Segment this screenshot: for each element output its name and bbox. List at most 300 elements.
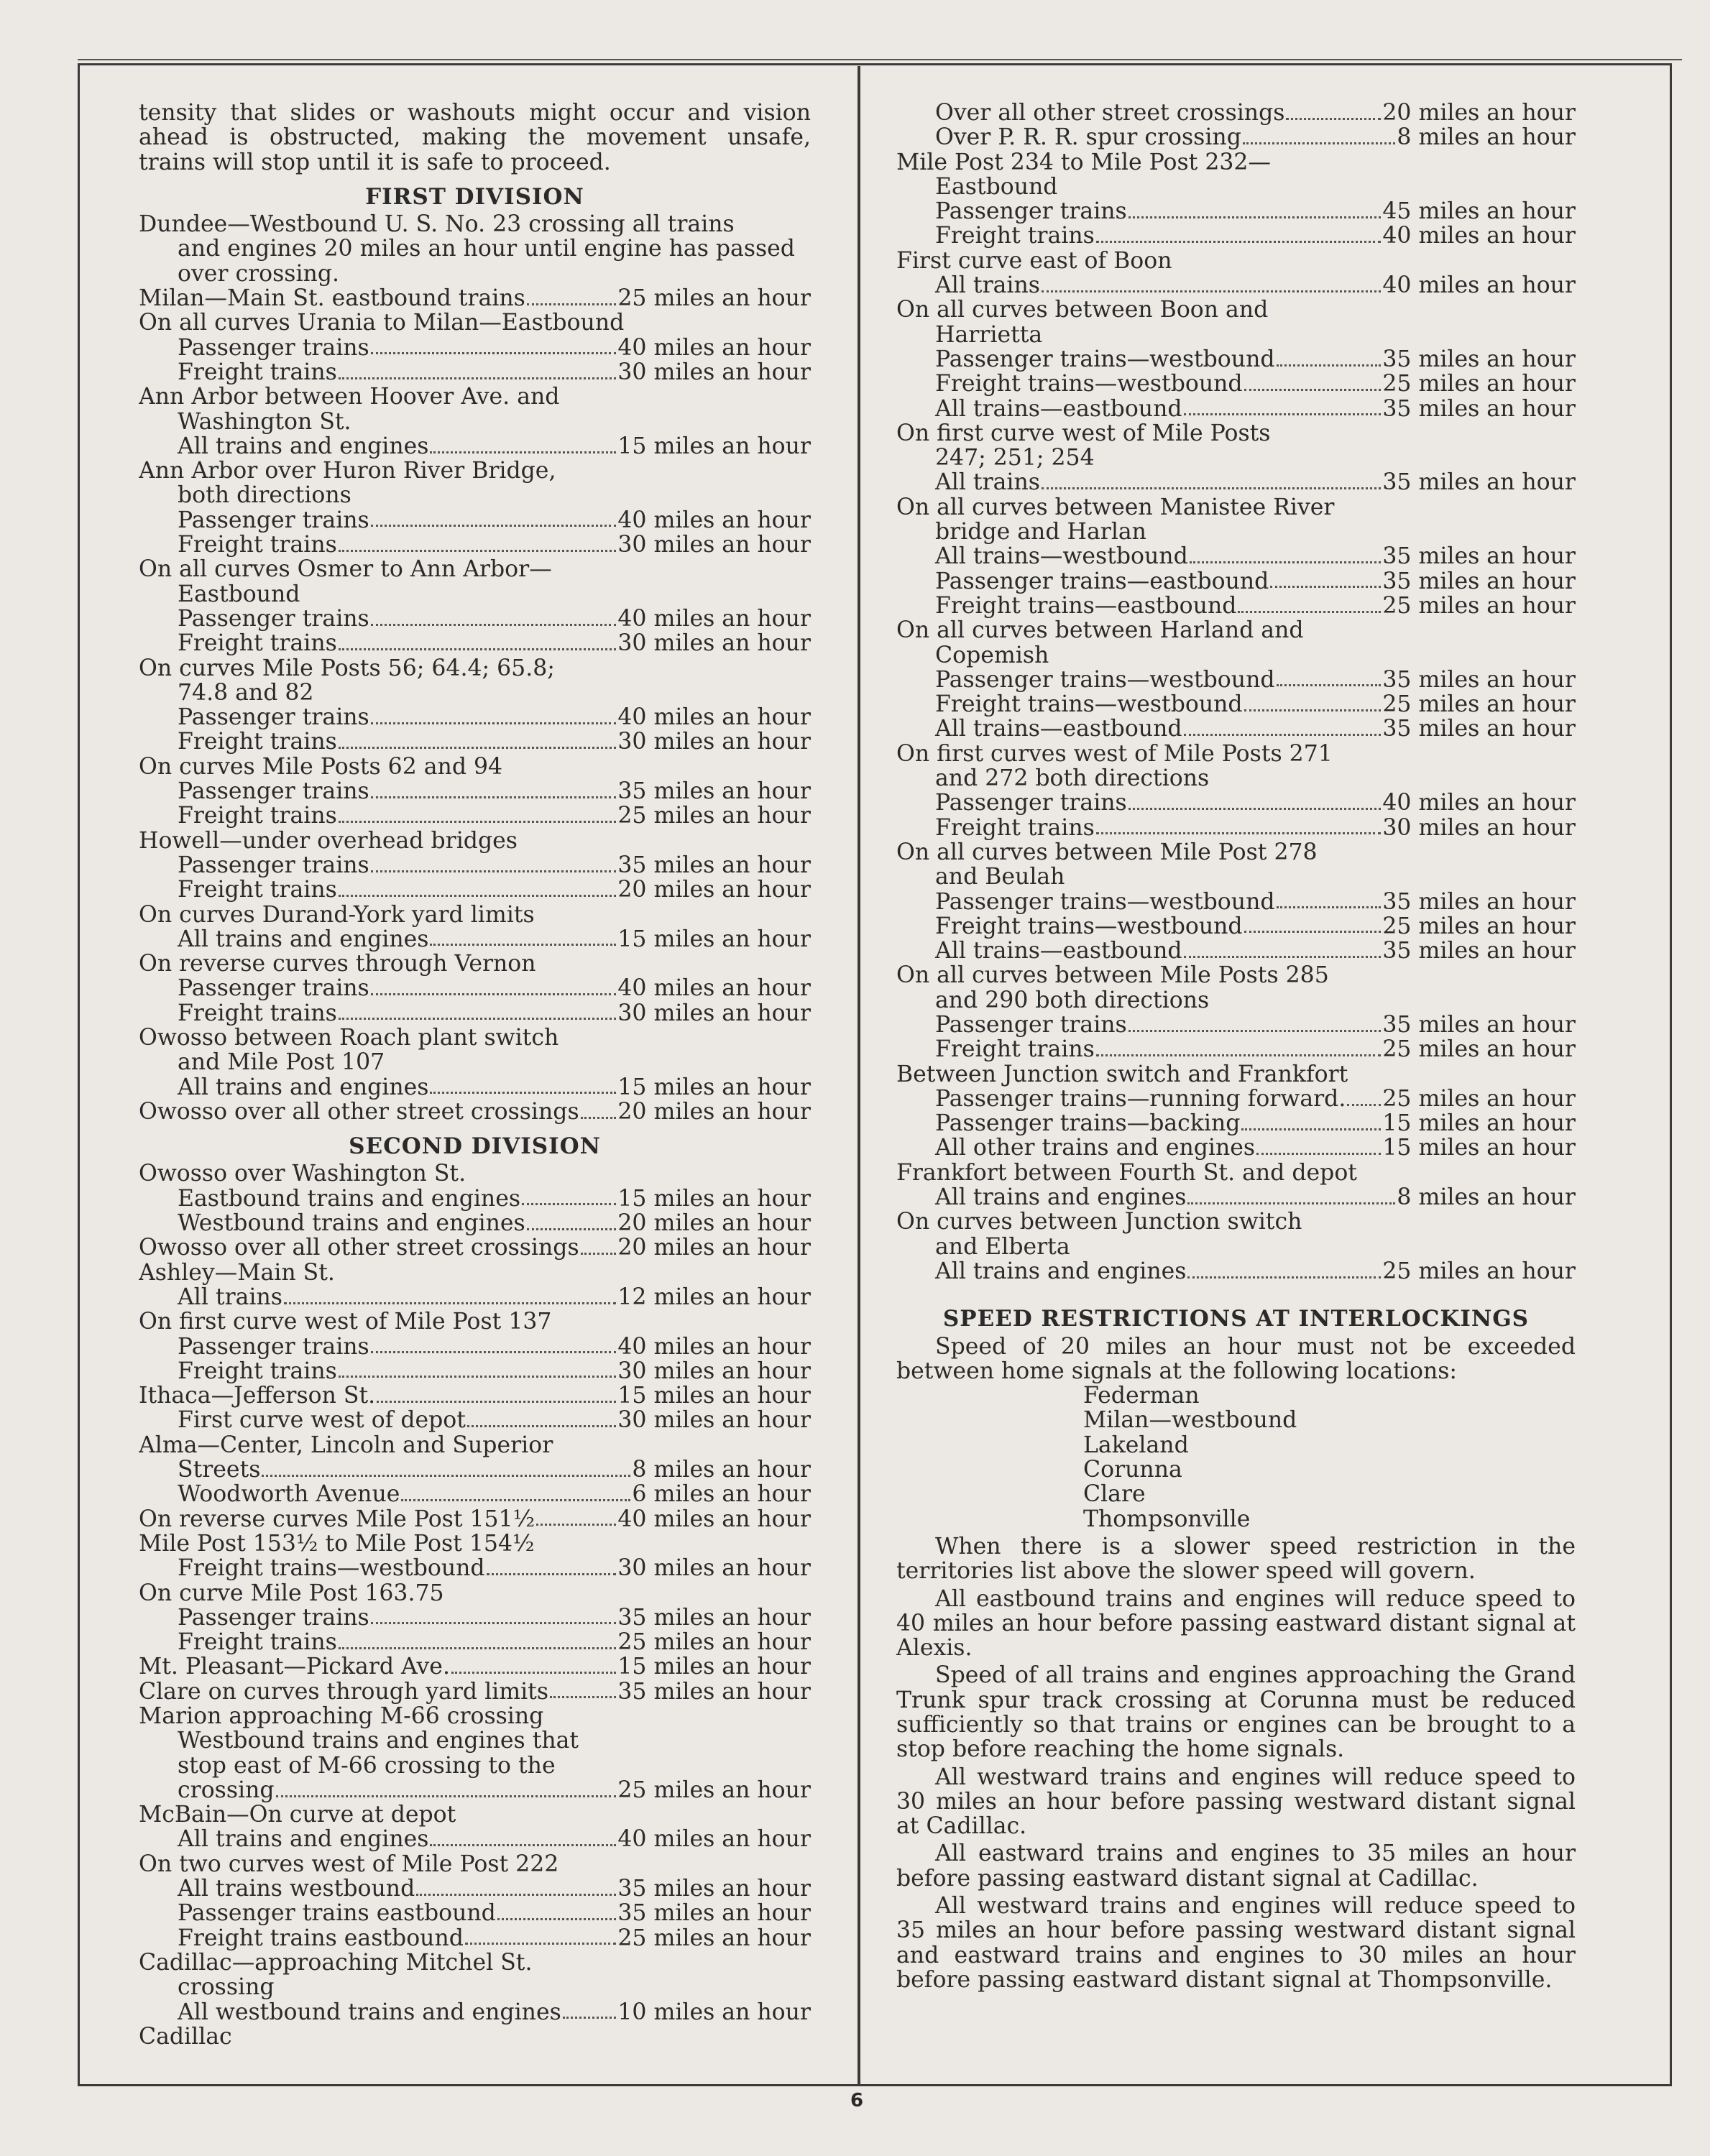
restriction-label: Passenger trains bbox=[178, 1605, 369, 1631]
restriction-label: All trains—eastbound bbox=[935, 396, 1182, 421]
location-line: Eastbound bbox=[178, 581, 300, 607]
location-line: Ashley—Main St. bbox=[139, 1260, 335, 1285]
restriction-label: Passenger trains bbox=[178, 705, 369, 730]
dot-leader bbox=[1128, 216, 1382, 218]
dot-leader bbox=[339, 895, 617, 897]
speed-restriction-row bbox=[139, 533, 811, 557]
speed-restriction-row bbox=[139, 434, 811, 459]
dot-leader bbox=[1128, 1030, 1382, 1032]
dot-leader bbox=[339, 1647, 617, 1649]
location-line: Eastbound bbox=[935, 174, 1058, 200]
restriction-label: All trains and engines bbox=[178, 1827, 429, 1852]
restriction-label: Mt. Pleasant—Pickard Ave. bbox=[139, 1654, 450, 1680]
speed-value: 35 miles an hour bbox=[617, 1876, 811, 1902]
speed-restriction-row bbox=[139, 1680, 811, 1704]
restriction-label: First curve west of depot bbox=[178, 1408, 466, 1433]
dot-leader bbox=[527, 1228, 617, 1230]
speed-value: 40 miles an hour bbox=[1382, 791, 1576, 816]
speed-value: 35 miles an hour bbox=[617, 1679, 811, 1704]
speed-restriction-row bbox=[896, 1013, 1576, 1037]
location-line: On curves between Junction switch bbox=[896, 1210, 1302, 1235]
restriction-label: All trains and engines bbox=[178, 1074, 429, 1100]
location-line: Copemish bbox=[935, 642, 1049, 668]
speed-restriction-row bbox=[896, 668, 1576, 692]
restriction-label: Passenger trains bbox=[178, 976, 369, 1001]
speed-value: 25 miles an hour bbox=[1382, 372, 1576, 397]
speed-value: 15 miles an hour bbox=[617, 1186, 811, 1212]
dot-leader bbox=[1277, 364, 1382, 367]
speed-value: 15 miles an hour bbox=[617, 926, 811, 952]
page-number: 6 bbox=[850, 2090, 864, 2111]
location-line: On all curves between Manistee River bbox=[896, 494, 1335, 520]
location-line: stop east of M-66 crossing to the bbox=[178, 1753, 556, 1778]
restriction-label: Freight trains bbox=[178, 1358, 337, 1384]
location-item: Milan—westbound bbox=[1083, 1408, 1297, 1433]
dot-leader bbox=[416, 1894, 616, 1896]
dot-leader bbox=[1096, 1054, 1382, 1056]
speed-restriction-row bbox=[139, 1901, 811, 1925]
speed-restriction-row bbox=[896, 1185, 1576, 1210]
speed-restriction-row bbox=[896, 914, 1576, 939]
speed-value: 40 miles an hour bbox=[1382, 224, 1576, 249]
speed-restriction-row bbox=[139, 729, 811, 754]
dot-leader bbox=[1244, 389, 1382, 391]
dot-leader bbox=[371, 722, 617, 724]
restriction-label: Freight trains eastbound bbox=[178, 1925, 464, 1950]
restriction-label: Passenger trains bbox=[935, 1012, 1127, 1038]
speed-value: 20 miles an hour bbox=[1382, 101, 1576, 126]
restriction-label: Over P. R. R. spur crossing bbox=[935, 125, 1241, 150]
speed-restriction-row bbox=[139, 877, 811, 902]
speed-value: 15 miles an hour bbox=[1382, 1135, 1576, 1161]
dot-leader bbox=[527, 303, 617, 305]
restriction-label: Westbound trains and engines bbox=[178, 1211, 525, 1236]
dot-leader bbox=[339, 648, 617, 650]
dot-leader bbox=[377, 1401, 616, 1403]
location-line: bridge and Harlan bbox=[935, 520, 1146, 545]
speed-restriction-row bbox=[139, 976, 811, 1000]
restriction-label: All trains bbox=[935, 273, 1040, 298]
location-line: On all curves between Mile Posts 285 bbox=[896, 963, 1329, 988]
speed-value: 30 miles an hour bbox=[617, 1000, 811, 1026]
speed-value: 20 miles an hour bbox=[617, 1099, 811, 1125]
location-line: Cadillac—approaching Mitchel St. bbox=[139, 1950, 533, 1976]
restriction-label: Freight trains bbox=[935, 224, 1095, 249]
speed-restriction-row bbox=[139, 286, 811, 310]
location-line: Dundee—Westbound U. S. No. 23 crossing all trains bbox=[139, 212, 735, 237]
dot-leader bbox=[1286, 118, 1381, 120]
location-line: Alma—Center, Lincoln and Superior bbox=[139, 1432, 553, 1458]
dot-leader bbox=[371, 1351, 617, 1353]
speed-restriction-row bbox=[896, 544, 1576, 568]
speed-restriction-row bbox=[896, 1259, 1576, 1284]
location-line: Ann Arbor over Huron River Bridge, bbox=[139, 459, 556, 484]
speed-restriction-row bbox=[139, 508, 811, 533]
speed-restriction-row bbox=[139, 1001, 811, 1026]
dot-leader bbox=[1187, 1276, 1381, 1279]
speed-value: 20 miles an hour bbox=[617, 877, 811, 903]
dot-leader bbox=[430, 944, 616, 946]
speed-restriction-row bbox=[139, 1827, 811, 1851]
speed-value: 8 miles an hour bbox=[632, 1457, 811, 1483]
restriction-label: Passenger trains bbox=[178, 335, 369, 360]
speed-value: 35 miles an hour bbox=[1382, 717, 1576, 742]
location-line: and Beulah bbox=[935, 865, 1065, 890]
speed-value: 35 miles an hour bbox=[617, 1605, 811, 1631]
dot-leader bbox=[465, 1943, 616, 1945]
dot-leader bbox=[430, 1092, 616, 1094]
dot-leader bbox=[1277, 684, 1382, 686]
speed-value: 40 miles an hour bbox=[617, 1334, 811, 1359]
restriction-label: Freight trains bbox=[178, 533, 337, 558]
location-line: First curve east of Boon bbox=[896, 248, 1172, 274]
speed-value: 15 miles an hour bbox=[617, 1383, 811, 1409]
speed-value: 25 miles an hour bbox=[617, 286, 811, 311]
restriction-label: Freight trains—westbound bbox=[935, 692, 1243, 717]
location-line: On all curves between Harland and bbox=[896, 618, 1304, 643]
dot-leader bbox=[371, 796, 617, 798]
speed-value: 30 miles an hour bbox=[617, 631, 811, 656]
speed-value: 35 miles an hour bbox=[1382, 1012, 1576, 1038]
location-line: Owosso between Roach plant switch bbox=[139, 1025, 559, 1051]
restriction-label: Freight trains bbox=[178, 359, 337, 385]
restriction-label: All trains—eastbound bbox=[935, 939, 1182, 964]
speed-value: 35 miles an hour bbox=[1382, 346, 1576, 372]
location-line: Mile Post 234 to Mile Post 232— bbox=[896, 149, 1271, 175]
second-division-list bbox=[139, 1161, 811, 2049]
restriction-label: Woodworth Avenue bbox=[178, 1482, 400, 1507]
restriction-label: Passenger trains—westbound bbox=[935, 346, 1275, 372]
speed-value: 40 miles an hour bbox=[617, 335, 811, 360]
location-line: Westbound trains and engines that bbox=[178, 1728, 579, 1754]
speed-restriction-row bbox=[139, 1408, 811, 1432]
interlockings-heading: SPEED RESTRICTIONS AT INTERLOCKINGS bbox=[942, 1306, 1530, 1332]
first-division-list bbox=[139, 212, 811, 1124]
speed-restriction-row bbox=[896, 1087, 1576, 1111]
dot-leader bbox=[339, 821, 617, 823]
dot-leader bbox=[339, 747, 617, 749]
left-column bbox=[139, 101, 811, 2049]
location-line: and Elberta bbox=[935, 1234, 1070, 1259]
speed-restriction-row bbox=[139, 1100, 811, 1124]
right-restrictions-list bbox=[896, 101, 1576, 1284]
location-line: 247; 251; 254 bbox=[935, 446, 1095, 471]
dot-leader bbox=[371, 624, 617, 626]
speed-value: 35 miles an hour bbox=[1382, 939, 1576, 964]
restriction-label: Freight trains—westbound bbox=[178, 1556, 485, 1581]
restriction-label: Milan—Main St. eastbound trains bbox=[139, 286, 525, 311]
dot-leader bbox=[1347, 1104, 1381, 1106]
speed-restriction-row bbox=[896, 594, 1576, 618]
speed-value: 30 miles an hour bbox=[617, 1556, 811, 1581]
location-line: On curve Mile Post 163.75 bbox=[139, 1580, 444, 1606]
speed-value: 25 miles an hour bbox=[617, 803, 811, 829]
speed-restriction-row bbox=[139, 1187, 811, 1211]
speed-value: 15 miles an hour bbox=[617, 433, 811, 459]
dot-leader bbox=[276, 1795, 617, 1797]
speed-value: 30 miles an hour bbox=[617, 1358, 811, 1384]
dot-leader bbox=[1128, 808, 1382, 810]
speed-value: 25 miles an hour bbox=[1382, 692, 1576, 717]
location-line: 74.8 and 82 bbox=[178, 680, 314, 706]
speed-restriction-row bbox=[139, 1507, 811, 1531]
speed-restriction-row bbox=[139, 1778, 811, 1802]
speed-value: 40 miles an hour bbox=[617, 1506, 811, 1531]
restriction-label: Freight trains bbox=[935, 1037, 1095, 1062]
dot-leader bbox=[1256, 1153, 1381, 1155]
restriction-label: All trains westbound bbox=[178, 1876, 415, 1902]
restriction-label: All trains—westbound bbox=[935, 544, 1188, 569]
restriction-label: Over all other street crossings bbox=[935, 101, 1285, 126]
speed-restriction-row bbox=[139, 927, 811, 952]
speed-value: 35 miles an hour bbox=[1382, 470, 1576, 495]
speed-restriction-row bbox=[896, 273, 1576, 298]
dot-leader bbox=[371, 525, 617, 527]
location-item: Corunna bbox=[1083, 1457, 1182, 1483]
speed-restriction-row bbox=[896, 372, 1576, 396]
restriction-label: crossing bbox=[178, 1777, 275, 1803]
restriction-label: Freight trains bbox=[178, 1000, 337, 1026]
location-line: crossing bbox=[178, 1975, 275, 2000]
restriction-label: Passenger trains—running forward. bbox=[935, 1086, 1346, 1112]
restriction-label: All trains bbox=[935, 470, 1040, 495]
location-line: On curves Durand-York yard limits bbox=[139, 902, 535, 927]
restriction-label: All trains and engines bbox=[178, 926, 429, 952]
speed-restriction-row bbox=[139, 1606, 811, 1630]
location-item: Lakeland bbox=[1083, 1432, 1189, 1458]
speed-restriction-row bbox=[139, 1235, 811, 1260]
dot-leader bbox=[1042, 290, 1381, 292]
dot-leader bbox=[339, 1376, 617, 1378]
speed-restriction-row bbox=[139, 1285, 811, 1309]
location-line: On first curves west of Mile Posts 271 bbox=[896, 741, 1333, 767]
speed-restriction-row bbox=[139, 1457, 811, 1482]
dot-leader bbox=[1243, 142, 1396, 144]
speed-restriction-row bbox=[139, 1075, 811, 1100]
speed-value: 12 miles an hour bbox=[617, 1284, 811, 1310]
dot-leader bbox=[467, 1425, 616, 1427]
restriction-label: Passenger trains—eastbound bbox=[935, 568, 1269, 594]
intro-text bbox=[139, 101, 811, 175]
location-line: Ann Arbor between Hoover Ave. and bbox=[139, 384, 560, 410]
speed-value: 35 miles an hour bbox=[1382, 889, 1576, 914]
restriction-label: Passenger trains—westbound bbox=[935, 889, 1275, 914]
top-rule bbox=[78, 59, 1682, 60]
speed-restriction-row bbox=[139, 336, 811, 360]
interlocking-paragraph: All eastbound trains and engines will reduce speed to 40 miles an hour before passing eastward distant signal at Alexis. bbox=[896, 1585, 1576, 1662]
speed-restriction-row bbox=[139, 1556, 811, 1580]
dot-leader bbox=[1184, 413, 1382, 415]
restriction-label: Freight trains bbox=[935, 815, 1095, 840]
location-line: On reverse curves through Vernon bbox=[139, 952, 536, 977]
restriction-label: Freight trains—westbound bbox=[935, 913, 1243, 939]
location-line: On curves Mile Posts 62 and 94 bbox=[139, 754, 503, 780]
speed-value: 45 miles an hour bbox=[1382, 199, 1576, 224]
intro-line: trains will stop until it is safe to proceed. bbox=[139, 149, 611, 175]
speed-restriction-row bbox=[896, 890, 1576, 914]
speed-value: 30 miles an hour bbox=[617, 729, 811, 755]
intro-line: ahead is obstructed, making the movement unsafe, bbox=[139, 125, 811, 150]
speed-restriction-row bbox=[896, 1135, 1576, 1160]
restriction-label: All trains and engines bbox=[178, 433, 429, 459]
location-line: McBain—On curve at depot bbox=[139, 1802, 456, 1828]
location-line: On all curves between Mile Post 278 bbox=[896, 839, 1318, 865]
location-line: Harrietta bbox=[935, 322, 1043, 347]
speed-value: 40 miles an hour bbox=[617, 976, 811, 1001]
speed-value: 25 miles an hour bbox=[617, 1777, 811, 1803]
dot-leader bbox=[1184, 956, 1382, 958]
dot-leader bbox=[451, 1672, 616, 1674]
column-divider bbox=[858, 66, 860, 2084]
location-item: Thompsonville bbox=[1083, 1506, 1251, 1531]
dot-leader bbox=[262, 1475, 630, 1477]
dot-leader bbox=[371, 870, 617, 872]
restriction-label: Freight trains bbox=[178, 803, 337, 829]
dot-leader bbox=[401, 1499, 630, 1501]
dot-leader bbox=[1270, 586, 1381, 588]
restriction-label: All trains and engines bbox=[935, 1258, 1187, 1284]
speed-restriction-row bbox=[896, 1037, 1576, 1061]
location-line: and 290 both directions bbox=[935, 987, 1210, 1013]
restriction-label: Passenger trains bbox=[935, 199, 1127, 224]
location-line: both directions bbox=[178, 483, 351, 508]
speed-restriction-row bbox=[139, 607, 811, 631]
restriction-label: Passenger trains bbox=[935, 791, 1127, 816]
speed-value: 35 miles an hour bbox=[1382, 396, 1576, 421]
speed-restriction-row bbox=[139, 1926, 811, 1950]
restriction-label: All trains—eastbound bbox=[935, 717, 1182, 742]
dot-leader bbox=[563, 2017, 617, 2019]
dot-leader bbox=[339, 550, 617, 552]
speed-value: 25 miles an hour bbox=[1382, 1037, 1576, 1062]
restriction-label: Streets bbox=[178, 1457, 261, 1483]
interlocking-paragraph: All westward trains and engines will reduce speed to 30 miles an hour before passing westward distant signal at Cadillac. bbox=[896, 1764, 1576, 1840]
second-division-heading: SECOND DIVISION bbox=[349, 1133, 601, 1160]
restriction-label: Eastbound trains and engines bbox=[178, 1186, 521, 1212]
restriction-label: Freight trains bbox=[178, 877, 337, 903]
speed-restriction-row bbox=[896, 101, 1576, 125]
speed-value: 35 miles an hour bbox=[1382, 544, 1576, 569]
dot-leader bbox=[522, 1203, 616, 1205]
restriction-label: Ithaca—Jefferson St. bbox=[139, 1383, 376, 1409]
location-line: over crossing. bbox=[178, 261, 340, 287]
dot-leader bbox=[371, 993, 617, 995]
speed-value: 40 miles an hour bbox=[617, 705, 811, 730]
speed-restriction-row bbox=[896, 1111, 1576, 1135]
dot-leader bbox=[1187, 1202, 1395, 1204]
restriction-label: All trains bbox=[178, 1284, 282, 1310]
speed-restriction-row bbox=[896, 347, 1576, 372]
restriction-label: Freight trains bbox=[178, 1630, 337, 1655]
speed-value: 30 miles an hour bbox=[1382, 815, 1576, 840]
intro-line: tensity that slides or washouts might occur and vision bbox=[139, 101, 811, 126]
speed-value: 15 miles an hour bbox=[1382, 1111, 1576, 1136]
speed-value: 15 miles an hour bbox=[617, 1074, 811, 1100]
first-division-heading: FIRST DIVISION bbox=[365, 183, 584, 210]
speed-value: 20 miles an hour bbox=[617, 1235, 811, 1261]
dot-leader bbox=[1096, 241, 1382, 243]
location-line: On first curve west of Mile Post 137 bbox=[139, 1309, 552, 1335]
speed-value: 8 miles an hour bbox=[1397, 1185, 1576, 1210]
location-item: Federman bbox=[1083, 1383, 1200, 1409]
dot-leader bbox=[487, 1573, 617, 1575]
restriction-label: Passenger trains bbox=[178, 606, 369, 632]
dot-leader bbox=[1096, 832, 1382, 834]
speed-restriction-row bbox=[139, 631, 811, 655]
speed-restriction-row bbox=[139, 360, 811, 384]
dot-leader bbox=[536, 1524, 616, 1526]
speed-restriction-row bbox=[139, 779, 811, 803]
speed-value: 25 miles an hour bbox=[617, 1630, 811, 1655]
interlocking-paragraph: When there is a slower speed restriction in the territories list above the slower speed will govern. bbox=[896, 1533, 1576, 1585]
interlocking-locations bbox=[896, 1383, 1576, 1531]
location-line: On curves Mile Posts 56; 64.4; 65.8; bbox=[139, 655, 555, 681]
dot-leader bbox=[1190, 561, 1382, 563]
speed-value: 40 miles an hour bbox=[617, 507, 811, 533]
restriction-label: Passenger trains—backing bbox=[935, 1111, 1241, 1136]
restriction-label: Passenger trains bbox=[178, 507, 369, 533]
speed-restriction-row bbox=[139, 705, 811, 729]
location-line: Cadillac bbox=[139, 2024, 232, 2050]
speed-value: 40 miles an hour bbox=[1382, 273, 1576, 298]
speed-restriction-row bbox=[139, 1654, 811, 1679]
speed-value: 35 miles an hour bbox=[617, 1901, 811, 1926]
speed-restriction-row bbox=[896, 470, 1576, 494]
location-line: On first curve west of Mile Posts bbox=[896, 420, 1271, 446]
restriction-label: Passenger trains—westbound bbox=[935, 667, 1275, 693]
speed-value: 25 miles an hour bbox=[617, 1925, 811, 1950]
speed-restriction-row bbox=[896, 224, 1576, 248]
dot-leader bbox=[1244, 709, 1382, 711]
speed-value: 10 miles an hour bbox=[617, 1999, 811, 2024]
dot-leader bbox=[1184, 734, 1382, 736]
location-item: Clare bbox=[1083, 1482, 1146, 1507]
restriction-label: Freight trains—westbound bbox=[935, 372, 1243, 397]
speed-restriction-row bbox=[139, 1482, 811, 1506]
dot-leader bbox=[550, 1696, 616, 1698]
dot-leader bbox=[581, 1117, 617, 1119]
dot-leader bbox=[430, 451, 616, 453]
speed-value: 15 miles an hour bbox=[617, 1654, 811, 1680]
speed-value: 30 miles an hour bbox=[617, 359, 811, 385]
dot-leader bbox=[371, 352, 617, 354]
speed-restriction-row bbox=[896, 816, 1576, 840]
restriction-label: Passenger trains eastbound bbox=[178, 1901, 496, 1926]
interlocking-paragraph: All eastward trains and engines to 35 miles an hour before passing eastward distant signal at Cadillac. bbox=[896, 1841, 1576, 1892]
speed-restriction-row bbox=[139, 1335, 811, 1359]
speed-restriction-row bbox=[139, 1359, 811, 1383]
speed-restriction-row bbox=[896, 125, 1576, 149]
speed-value: 20 miles an hour bbox=[617, 1211, 811, 1236]
speed-restriction-row bbox=[896, 791, 1576, 815]
speed-value: 25 miles an hour bbox=[1382, 913, 1576, 939]
speed-restriction-row bbox=[896, 939, 1576, 963]
location-line: On all curves Urania to Milan—Eastbound bbox=[139, 310, 625, 336]
speed-value: 40 miles an hour bbox=[617, 1827, 811, 1852]
speed-restriction-row bbox=[139, 1211, 811, 1235]
dot-leader bbox=[339, 1018, 617, 1020]
speed-value: 35 miles an hour bbox=[617, 852, 811, 878]
speed-restriction-row bbox=[139, 1630, 811, 1654]
interlocking-paragraph: Speed of all trains and engines approaching the Grand Trunk spur track crossing at Corunna must be reduced sufficiently so that trains or engines can be brought to a stop before reaching the home signals. bbox=[896, 1662, 1576, 1763]
location-line: On all curves Osmer to Ann Arbor— bbox=[139, 557, 552, 582]
location-line: Marion approaching M-66 crossing bbox=[139, 1704, 544, 1729]
location-line: Owosso over Washington St. bbox=[139, 1161, 466, 1187]
speed-restriction-row bbox=[896, 717, 1576, 741]
speed-value: 8 miles an hour bbox=[1397, 125, 1576, 150]
restriction-label: Owosso over all other street crossings bbox=[139, 1235, 579, 1261]
restriction-label: Clare on curves through yard limits bbox=[139, 1679, 548, 1704]
